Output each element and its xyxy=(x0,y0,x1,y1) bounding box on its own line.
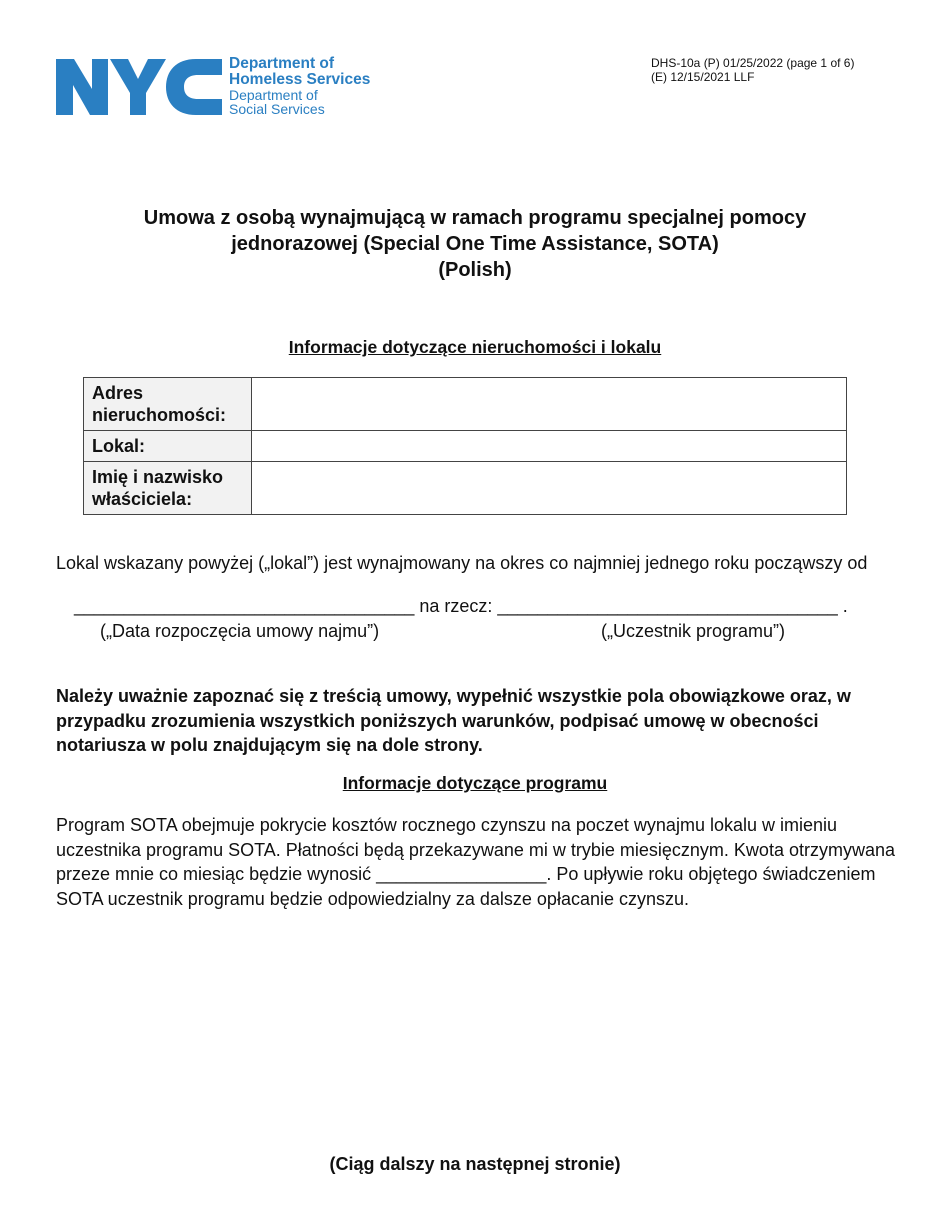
instructions-paragraph: Należy uważnie zapoznać się z treścią umowy, wypełnić wszystkie pola obowiązkowe oraz, w przypadku zrozumienia wszystkich poniższych warunków, podpisać umowę w obecności notariusza w polu znajdującym się na dole strony. xyxy=(56,686,851,755)
program-text-before: Program SOTA obejmuje pokrycie kosztów rocznego czynszu na poczet wynajmu lokalu w imieniu uczestnika programu SOTA. Płatności będą przekazywane mi w trybie miesięcznym. Kwota otrzymywana przeze mnie co miesiąc będzie wynosić xyxy=(56,815,895,884)
monthly-amount-blank[interactable]: _________________ xyxy=(376,864,547,884)
nyc-logo-mark xyxy=(56,55,226,119)
table-row xyxy=(84,431,847,462)
form-id-line: DHS-10a (P) 01/25/2022 (page 1 of 6) xyxy=(651,56,855,70)
logo-line-3: Department of xyxy=(229,87,318,103)
participant-caption: („Uczestnik programu”) xyxy=(601,621,786,641)
property-section-heading: Informacje dotyczące nieruchomości i lokalu xyxy=(288,337,662,357)
program-paragraph xyxy=(56,813,906,911)
lease-connector: na rzecz: xyxy=(414,596,498,616)
property-address-field[interactable] xyxy=(252,378,847,431)
table-row xyxy=(84,378,847,431)
program-participant-blank[interactable]: __________________________________ xyxy=(497,596,838,616)
unit-label: Lokal: xyxy=(84,431,252,462)
table-row xyxy=(84,462,847,515)
form-date-line: (E) 12/15/2021 LLF xyxy=(651,70,755,84)
lease-fill-line xyxy=(74,594,894,619)
logo-line-4: Social Services xyxy=(229,101,325,117)
logo-line-1: Department of xyxy=(229,55,335,72)
property-info-table xyxy=(83,377,847,515)
property-address-label: Adres nieruchomości: xyxy=(84,378,252,431)
program-section-heading: Informacje dotyczące programu xyxy=(342,773,608,793)
program-text-after: . Po upływie roku objętego świadczeniem SOTA uczestnik programu będzie odpowiedzialny za dalsze opłacanie czynszu. xyxy=(56,864,876,909)
lease-end-mark: . xyxy=(837,596,848,616)
lease-start-date-blank[interactable]: __________________________________ xyxy=(74,596,415,616)
continued-notice: (Ciąg dalszy na następnej stronie) xyxy=(329,1154,621,1174)
title-line-2: jednorazowej (Special One Time Assistance, SOTA) xyxy=(231,233,719,255)
lease-sentence: Lokal wskazany powyżej („lokal”) jest wynajmowany na okres co najmniej jednego roku począwszy od xyxy=(56,553,868,573)
title-line-1: Umowa z osobą wynajmującą w ramach programu specjalnej pomocy xyxy=(143,207,807,229)
document-title xyxy=(60,205,890,283)
nyc-dhs-logo xyxy=(56,55,376,119)
form-identifier xyxy=(651,56,854,84)
title-line-3: (Polish) xyxy=(438,259,512,281)
lease-start-caption: („Data rozpoczęcia umowy najmu”) xyxy=(100,621,380,641)
owner-name-label: Imię i nazwisko właściciela: xyxy=(84,462,252,515)
unit-field[interactable] xyxy=(252,431,847,462)
owner-name-field[interactable] xyxy=(252,462,847,515)
logo-line-2: Homeless Services xyxy=(229,71,371,88)
